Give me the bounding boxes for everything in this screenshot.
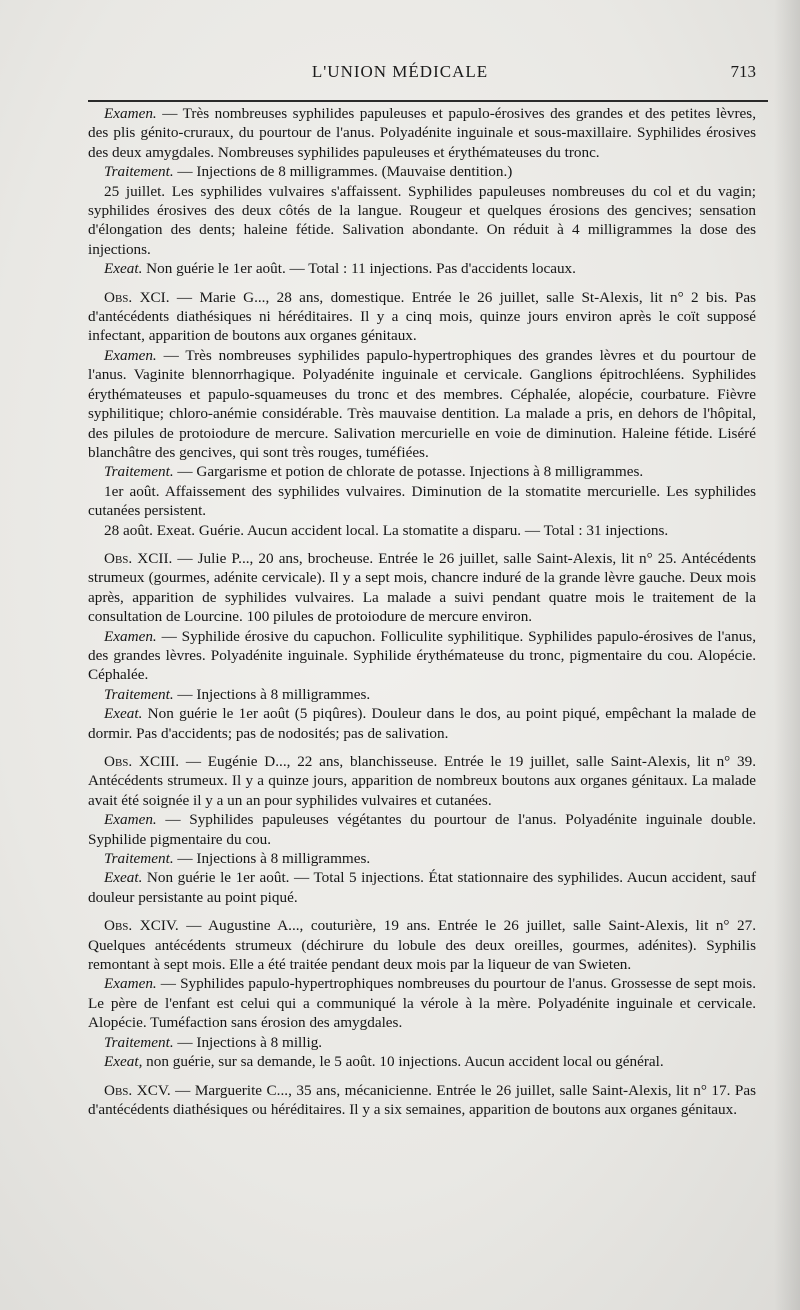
paragraph-label: Traitement. [104, 163, 174, 181]
paragraph [88, 549, 756, 627]
paragraph-text: Non guérie le 1er août. — Total 5 injections. État stationnaire des syphilides. Aucun accident, sauf douleur persistante au point piqué. [88, 869, 756, 906]
paragraph [88, 974, 756, 1032]
paragraph-text: — Syphilides papuleuses végétantes du pourtour de l'anus. Polyadénite inguinale double. Syphilide pigmentaire du cou. [88, 811, 756, 848]
paragraph-label: Exeat. [104, 705, 143, 723]
observation-label: Obs. XCIII. [104, 753, 180, 770]
paragraph-text: — Injections à 8 millig. [173, 1033, 323, 1051]
paragraph [88, 1033, 756, 1052]
paragraph [88, 482, 756, 521]
observation-label: Obs. XCV. [104, 1081, 171, 1099]
paragraph-text: — Très nombreuses syphilides papulo-hypertrophiques des grandes lèvres et du pourtour de l'anus. Vaginite blennorrhagique. Polyadénite inguinale et cervicale. Ganglions épitrochléens. Syphilides érythémateuses et papulo-squameuses du tronc et des membres. Céphalée, alopécie, courbature. Fièvre syphilitique; chloro-anémie considérable. Très mauvaise dentition. La malade a pris, en dehors de l'hôpital, des pilules de protoiodure de mercure. Salivation mercurielle en voie de diminution. Haleine fétide. Liséré blanchâtre des gencives, qui sont très rouges, tuméfiées. [88, 346, 756, 461]
paragraph-label: Examen. [104, 811, 157, 829]
paragraph-text: — Gargarisme et potion de chlorate de potasse. Injections à 8 milligrammes. [173, 463, 644, 481]
paragraph [88, 685, 756, 704]
paragraph-text: Non guérie le 1er août (5 piqûres). Douleur dans le dos, au point piqué, empêchant la malade de dormir. Pas d'accidents; pas de nodosités; pas de salivation. [88, 705, 756, 742]
paragraph-text: — Injections de 8 milligrammes. (Mauvaise dentition.) [173, 163, 513, 181]
paragraph-text: Non guérie le 1er août. — Total : 11 injections. Pas d'accidents locaux. [142, 260, 576, 278]
paragraph-label: Traitement. [104, 685, 174, 703]
paragraph-text: non guérie, sur sa demande, le 5 août. 10 injections. Aucun accident local ou général. [142, 1053, 664, 1071]
paragraph-label: Examen. [104, 105, 157, 122]
paragraph [88, 104, 756, 162]
paragraph [88, 1052, 756, 1071]
paragraph-label: Examen. [104, 975, 157, 993]
paragraph-text: — Marguerite C..., 35 ans, mécanicienne. Entrée le 26 juillet, salle Saint-Alexis, lit n° 17. Pas d'antécédents diathésiques ou héréditaires. Il y a six semaines, apparition de boutons aux organes génitaux. [88, 1081, 756, 1118]
paragraph [88, 849, 756, 868]
paragraph-text: — Injections à 8 milligrammes. [173, 850, 371, 868]
header-rule [88, 100, 768, 102]
paragraph-text: 28 août. Exeat. Guérie. Aucun accident local. La stomatite a disparu. — Total : 31 injections. [104, 521, 669, 539]
paragraph [88, 259, 756, 278]
page-edge-shadow [774, 0, 800, 1310]
paragraph-text: 1er août. Affaissement des syphilides vulvaires. Diminution de la stomatite mercurielle. Les syphilides cutanées persistent. [88, 482, 756, 520]
paragraph [88, 704, 756, 743]
paragraph-text: — Très nombreuses syphilides papuleuses et papulo-érosives des grandes et des petites lèvres, des plis génito-cruraux, du pourtour de l'anus. Polyadénite inguinale et sous-maxillaire. Syphilides érosives des deux amygdales. Nombreuses syphilides papuleuses et érythémateuses du tronc. [88, 105, 756, 161]
paragraph-text: — Eugénie D..., 22 ans, blanchisseuse. Entrée le 19 juillet, salle Saint-Alexis, lit n° 39. Antécédents strumeux. Il y a quinze jours, apparition de nombreux boutons aux organes génitaux. La malade avait été soignée il y a un an pour syphilides vulvaires et cutanées. [88, 753, 757, 809]
paragraph [88, 627, 756, 685]
paragraph-label: Examen. [104, 346, 157, 364]
paragraph [88, 162, 756, 181]
paragraph [88, 182, 756, 260]
paragraph [88, 868, 756, 907]
paragraph [88, 810, 756, 849]
running-title: L'UNION MÉDICALE [311, 62, 489, 81]
paragraph-text: — Marie G..., 28 ans, domestique. Entrée le 26 juillet, salle St-Alexis, lit n° 2 bis. Pas d'antécédents diathésiques ni héréditaires. Il y a cinq mois, quinze jours environ après le coït supposé infectant, apparition de boutons aux organes génitaux. [88, 288, 757, 345]
paragraph-label: Exeat. [104, 869, 143, 887]
paragraph-label: Traitement. [104, 850, 174, 868]
paragraph-text: — Julie P..., 20 ans, brocheuse. Entrée le 26 juillet, salle Saint-Alexis, lit n° 25. Antécédents strumeux (gourmes, adénite cervicale). Il y a sept mois, chancre induré de la grande lèvre gauche. Deux mois après, apparition de syphilides vulvaires. La malade a suivi pendant quatre mois le traitement de la consultation de Lourcine. 100 pilules de protoiodure de mercure environ. [88, 549, 757, 626]
paragraph-label: Exeat. [104, 260, 143, 278]
paragraph [88, 462, 756, 481]
page-number: 713 [730, 62, 756, 81]
paragraph-text: — Syphilides papulo-hypertrophiques nombreuses du pourtour de l'anus. Grossesse de sept mois. Le père de l'enfant est celui qui a communiqué la vérole à la mère. Polyadénite inguinale et cervicale. Alopécie. Tuméfaction sans érosion des amygdales. [88, 975, 756, 1032]
paragraph [88, 752, 756, 810]
paragraph-label: Exeat, [104, 1053, 143, 1071]
page-header [0, 62, 800, 92]
body-text [88, 104, 756, 1119]
paragraph [88, 1081, 756, 1120]
observation-label: Obs. XCI. [104, 288, 170, 306]
observation-label: Obs. XCII. [104, 549, 173, 567]
paragraph [88, 288, 756, 346]
paragraph-text: 25 juillet. Les syphilides vulvaires s'affaissent. Syphilides papuleuses nombreuses du col et du vagin; syphilides érosives des deux côtés de la langue. Rougeur et quelques érosions des gencives; sensation d'élongation des dents; haleine fétide. Salivation abondante. On réduit à 4 milligrammes la dose des injections. [88, 182, 756, 258]
paragraph-text: — Injections à 8 milligrammes. [173, 685, 371, 703]
observation-label: Obs. XCIV. [104, 917, 179, 935]
paragraph [88, 346, 756, 462]
paragraph [88, 521, 756, 540]
paragraph-label: Traitement. [104, 463, 174, 481]
paragraph-text: — Augustine A..., couturière, 19 ans. Entrée le 26 juillet, salle Saint-Alexis, lit n° 27. Quelques antécédents strumeux (déchirure du lobule des deux oreilles, gourmes, adénites). Syphilis remontant à sept mois. Elle a été traitée pendant deux mois par la liqueur de van Swieten. [88, 917, 756, 974]
paragraph [88, 916, 756, 974]
paragraph-label: Examen. [104, 627, 157, 645]
paragraph-label: Traitement. [104, 1033, 174, 1051]
paragraph-text: — Syphilide érosive du capuchon. Folliculite syphilitique. Syphilides papulo-érosives de l'anus, des grandes lèvres. Polyadénite inguinale. Syphilide érythémateuse du tronc, pigmentaire du cou. Alopécie. Céphalée. [88, 627, 756, 684]
